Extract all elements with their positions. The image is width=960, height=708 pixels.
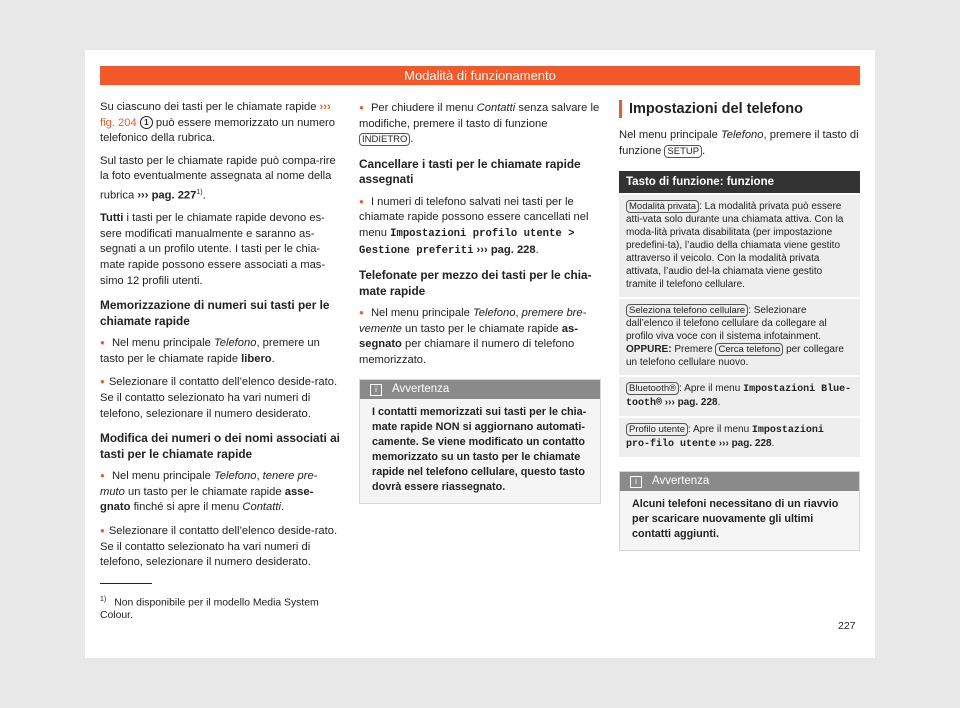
paragraph: Tutti i tasti per le chiamate rapide devono es-sere modificati manualmente e saranno as-segnati a un profilo utente. I tasti per le chia-mate rapide possono essere associati a mas-simo 12 profili utenti. <box>100 212 326 287</box>
sub-heading: Memorizzazione di numeri sui tasti per le chiamate rapide <box>100 298 330 328</box>
bullet-item: ● I numeri di telefono salvati nei tasti per le chiamate rapide possono essere cancellati nel menu Impostazioni profilo utente > Gestione preferiti ››› pag. 228. <box>359 194 601 259</box>
cerca-telefono-key: Cerca telefono <box>715 343 783 356</box>
sub-heading: Cancellare i tasti per le chiamate rapide assegnati <box>359 156 581 187</box>
sub-heading: Modifica dei numeri o dei nomi associati ai tasti per le chiamate rapide <box>100 431 340 461</box>
bullet-item: ● Selezionare il contatto dell’elenco deside-rato. Se il contatto selezionato ha vari numeri di telefono, selezionare il numero desiderato. <box>100 523 342 571</box>
footnote: $^{1)}$ Non disponibile per il modello Media System Colour. <box>100 596 319 622</box>
section-title: Impostazioni del telefono <box>619 100 860 118</box>
warning-box <box>359 379 601 504</box>
table-row: Profilo utente : Apre il menu Impostazioni pro-filo utente ››› pag. 228. <box>619 418 860 457</box>
bluetooth-key: Bluetooth® <box>626 382 679 395</box>
footnote-divider <box>100 583 152 584</box>
sub-heading: Telefonate per mezzo dei tasti per le chia-mate rapide <box>359 268 592 298</box>
bullet-item: ● Nel menu principale Telefono, tenere pre-muto un tasto per le chiamate rapide asse-gnato finché si apre il menu Contatti. <box>100 468 342 516</box>
info-icon: i <box>630 476 642 488</box>
warning-box <box>619 471 860 551</box>
page-reference[interactable]: ››› pag. 228 <box>718 438 772 450</box>
warning-header: i Avvertenza <box>620 472 859 491</box>
figure-link[interactable]: fig. 204 <box>100 116 137 129</box>
column-2 <box>359 100 601 504</box>
page-header: Modalità di funzionamento <box>100 66 860 85</box>
seleziona-telefono-key: Seleziona telefono cellulare <box>626 304 748 317</box>
callout-number: 1 <box>140 116 153 129</box>
paragraph: Nel menu principale Telefono, premere il tasto di funzione SETUP . <box>619 129 859 157</box>
setup-key: SETUP <box>664 145 702 158</box>
bullet-item: ● Selezionare il contatto dell’elenco deside-rato. Se il contatto selezionato ha vari numeri di telefono, selezionare il numero desiderato. <box>100 374 342 422</box>
paragraph: Su ciascuno dei tasti per le chiamate rapide ››› fig. 204 1 può essere memorizzato un numero telefonico della rubrica. <box>100 101 336 145</box>
paragraph: Sul tasto per le chiamate rapide può compa-rire la foto eventualmente assegnata al nome della rubrica ››› pag. 227$^{1)}$. <box>100 154 336 202</box>
profilo-utente-key: Profilo utente <box>626 423 688 436</box>
page-reference[interactable]: ››› pag. 228 <box>476 243 536 256</box>
column-3 <box>619 100 860 551</box>
table-row: Modalità privata : La modalità privata può essere atti-vata solo durante una chiamata attiva. Con la moda-lità privata disabilitata (per impostazione predefini-ta), l’audio della chiamata viene gestito attraverso il veicolo. Con la modalità privata attivata, l’audio del-la chiamata viene gestito tramite il telefono cellulare. <box>619 195 860 297</box>
page-number: 227 <box>838 620 856 632</box>
table-header: Tasto di funzione: funzione <box>619 171 860 193</box>
bullet-item: ● Nel menu principale Telefono, premere bre-vemente un tasto per le chiamate rapide as-segnato per chiamare il numero di telefono memorizzato. <box>359 305 601 368</box>
warning-header: i Avvertenza <box>360 380 600 399</box>
column-1 <box>100 100 342 578</box>
footnote-mark: 1) <box>196 188 203 196</box>
bullet-item: ● Nel menu principale Telefono, premere un tasto per le chiamate rapide libero. <box>100 335 342 367</box>
function-table <box>619 171 860 457</box>
bullet-item: ● Per chiudere il menu Contatti senza salvare le modifiche, premere il tasto di funzione INDIETRO . <box>359 100 601 148</box>
indietro-key: INDIETRO <box>359 133 410 146</box>
table-row: Bluetooth® : Apre il menu Impostazioni Blue-tooth® ››› pag. 228. <box>619 377 860 416</box>
ref-arrow: ››› <box>319 101 331 113</box>
page-reference[interactable]: ››› pag. 228 <box>664 397 718 409</box>
info-icon: i <box>370 384 382 396</box>
modalita-privata-key: Modalità privata <box>626 200 699 213</box>
warning-text: Alcuni telefoni necessitano di un riavvio per scaricare nuovamente gli ultimi contatti aggiunti. <box>632 498 839 541</box>
warning-text: I contatti memorizzati sui tasti per le chia-mate rapide NON si aggiornano automati-camente. Se viene modificato un contatto memorizzato su un tasto per le chiamate rapide nel telefono cellulare, questo tasto dovrà essere riassegnato. <box>372 405 587 493</box>
page-reference[interactable]: ››› pag. 227 <box>137 189 197 202</box>
table-row: Seleziona telefono cellulare : Selezionare dall’elenco il telefono cellulare da collegare al profilo viva voce con il sistema infotainment. OPPURE: Premere Cerca telefono per collegare un telefono cellulare nuovo. <box>619 299 860 375</box>
